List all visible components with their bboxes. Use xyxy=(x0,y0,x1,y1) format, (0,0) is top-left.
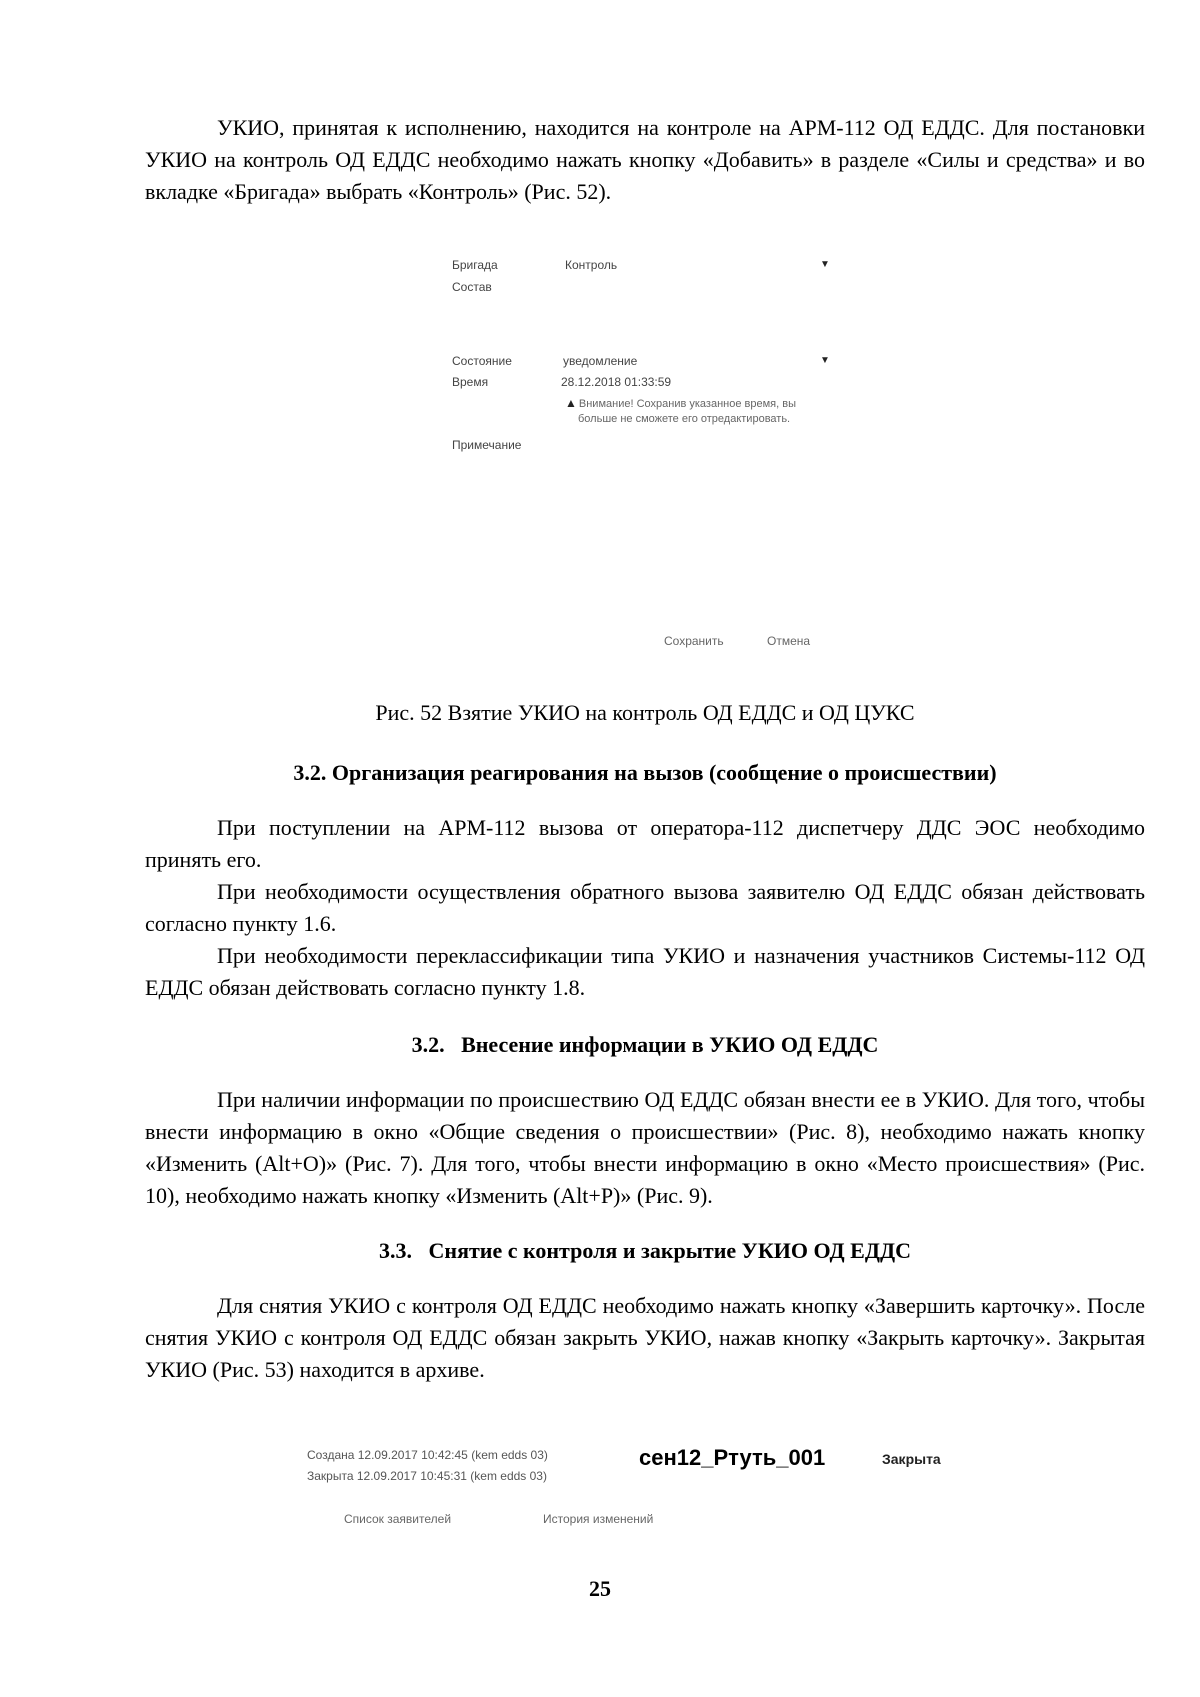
warning-message xyxy=(565,396,796,411)
created-info: Создана 12.09.2017 10:42:45 (kem edds 03) xyxy=(307,1448,548,1462)
chevron-down-icon[interactable]: ▼ xyxy=(820,355,830,366)
card-title: сен12_Ртуть_001 xyxy=(639,1445,826,1470)
time-input[interactable]: 28.12.2018 01:33:59 xyxy=(561,375,672,389)
paragraph-closing: Для снятия УКИО с контроля ОД ЕДДС необходимо нажать кнопку «Завершить карточку». После снятия УКИО с контроля ОД ЕДДС обязан закрыть УКИО, нажав кнопку «Закрыть карточку». Закрытая УКИО (Рис. 53) находится в архиве. xyxy=(145,1293,1145,1382)
brigade-select[interactable]: Контроль xyxy=(565,258,618,272)
page-number: 25 xyxy=(589,1576,611,1601)
time-label: Время xyxy=(452,375,489,389)
brigade-label: Бригада xyxy=(452,258,498,272)
closed-info: Закрыта 12.09.2017 10:45:31 (kem edds 03) xyxy=(307,1469,547,1483)
staff-label: Состав xyxy=(452,280,492,294)
state-label: Состояние xyxy=(452,354,512,368)
heading-closing xyxy=(145,1236,1145,1266)
heading-text: Снятие с контроля и закрытие УКИО ОД ЕДДС xyxy=(428,1238,911,1263)
heading-info-entry xyxy=(145,1030,1145,1060)
tab-applicants[interactable]: Список заявителей xyxy=(344,1512,452,1526)
heading-text: Внесение информации в УКИО ОД ЕДДС xyxy=(461,1032,879,1057)
tab-history[interactable]: История изменений xyxy=(543,1512,654,1526)
warning-line-1: Внимание! Сохранив указанное время, вы xyxy=(578,398,796,410)
figure-52-caption: Рис. 52 Взятие УКИО на контроль ОД ЕДДС и ОД ЦУКС xyxy=(375,700,915,725)
cancel-button[interactable]: Отмена xyxy=(767,634,811,648)
paragraph-info-entry: При наличии информации по происшествию ОД ЕДДС обязан внести ее в УКИО. Для того, чтобы внести информацию в окно «Общие сведения о происшествии» (Рис. 8), необходимо нажать кнопку «Изменить (Alt+O)» (Рис. 7). Для того, чтобы внести информацию в окно «Место происшествия» (Рис. 10), необходимо нажать кнопку «Изменить (Alt+P)» (Рис. 9). xyxy=(145,1087,1145,1208)
warning-line-2: больше не сможете его отредактировать. xyxy=(578,413,791,425)
heading-number: 3.2. xyxy=(411,1032,445,1057)
heading-response-organization: 3.2. Организация реагирования на вызов (сообщение о происшествии) xyxy=(293,760,997,785)
chevron-down-icon[interactable]: ▼ xyxy=(820,259,830,270)
paragraph-call-receipt: При поступлении на АРМ-112 вызова от оператора-112 диспетчеру ДДС ЭОС необходимо принять его. xyxy=(145,815,1145,872)
save-button[interactable]: Сохранить xyxy=(664,634,724,648)
warning-icon: ▲ xyxy=(565,396,577,410)
paragraph-callback: При необходимости осуществления обратного вызова заявителю ОД ЕДДС обязан действовать согласно пункту 1.6. xyxy=(145,879,1145,936)
paragraph-reclassification: При необходимости переклассификации типа УКИО и назначения участников Системы-112 ОД ЕДДС обязан действовать согласно пункту 1.8. xyxy=(145,943,1145,1000)
paragraph-control-intro: УКИО, принятая к исполнению, находится на контроле на АРМ-112 ОД ЕДДС. Для постановки УКИО на контроль ОД ЕДДС необходимо нажать кнопку «Добавить» в разделе «Силы и средства» и во вкладке «Бригада» выбрать «Контроль» (Рис. 52). xyxy=(145,115,1145,204)
state-select[interactable]: уведомление xyxy=(563,354,638,368)
note-label: Примечание xyxy=(452,438,522,452)
heading-number: 3.3. xyxy=(379,1238,413,1263)
status-badge: Закрыта xyxy=(882,1451,941,1467)
